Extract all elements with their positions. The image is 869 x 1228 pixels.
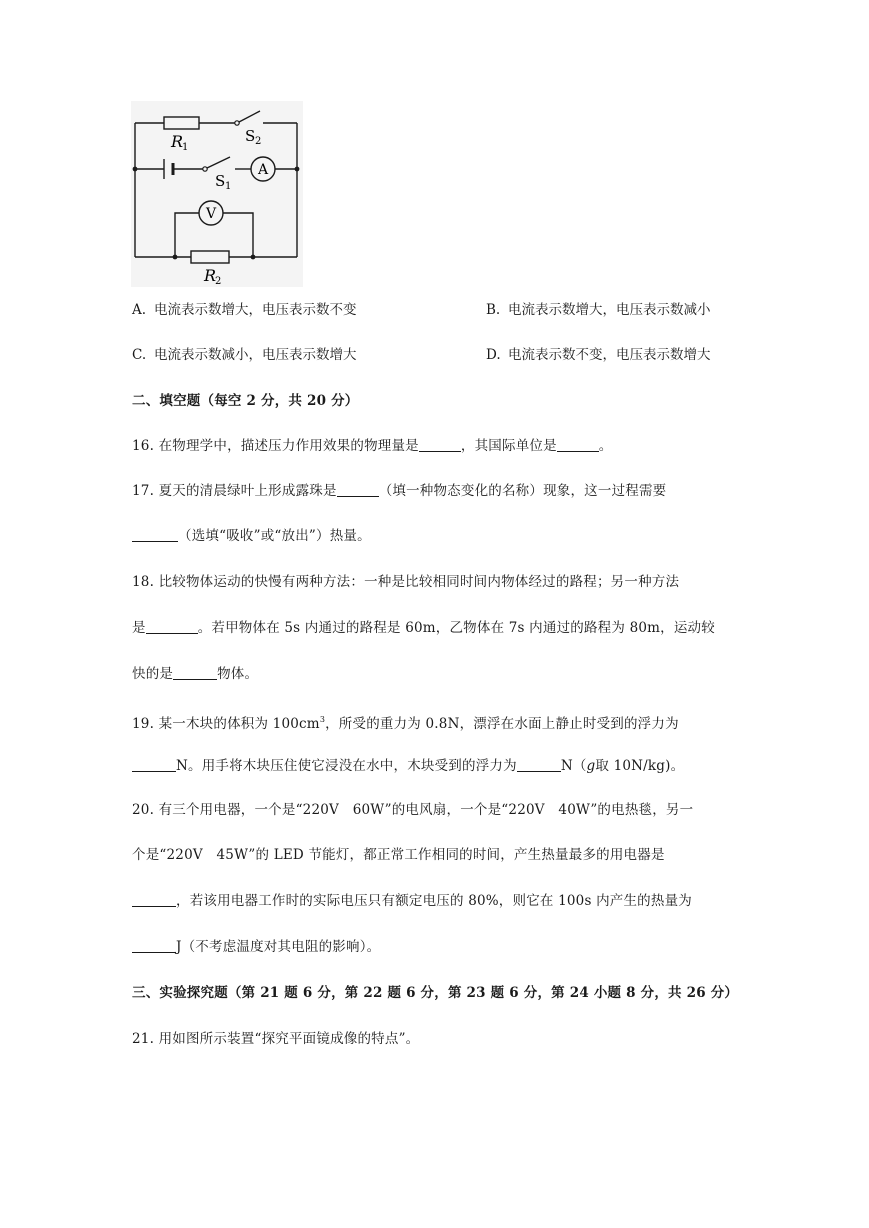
s1-subscript: 1 xyxy=(225,181,232,192)
answer-blank xyxy=(337,482,379,497)
question-number: 21. xyxy=(132,1031,155,1047)
answer-blank xyxy=(173,665,217,680)
superscript: 3 xyxy=(319,715,326,724)
option-text: 电流表示数增大，电压表示数减小 xyxy=(508,302,711,318)
question-text: （选填“吸收”或“放出”）热量。 xyxy=(178,528,371,544)
question-number: 20. xyxy=(132,802,155,818)
question-text: 在物理学中，描述压力作用效果的物理量是 xyxy=(158,438,419,454)
option-d xyxy=(486,345,711,365)
question-text: ，其国际单位是 xyxy=(460,438,557,454)
answer-blank xyxy=(132,757,176,772)
option-c xyxy=(132,345,357,365)
question-text: 快的是 xyxy=(132,666,174,682)
question-text: 某一木块的体积为 100cm xyxy=(158,716,320,732)
option-key: C. xyxy=(132,347,147,363)
question-text: J（不考虑温度对其电阻的影响）。 xyxy=(176,939,381,955)
question-text: ，若该用电器工作时的实际电压只有额定电压的 80%，则它在 100s 内产生的热量为 xyxy=(176,893,692,909)
answer-blank xyxy=(132,527,178,542)
answer-blank xyxy=(517,757,561,772)
s1-label: S xyxy=(215,172,226,190)
question-18-line-2 xyxy=(132,618,715,638)
r2-label: R xyxy=(204,266,217,285)
question-text: 取 10N/kg)。 xyxy=(595,758,685,774)
r1-subscript: 1 xyxy=(182,142,189,153)
option-b xyxy=(486,300,711,320)
voltmeter-label: V xyxy=(205,206,217,222)
question-text: 个是“220V 45W”的 LED 节能灯，都正常工作相同的时间，产生热量最多的用电器是 xyxy=(132,847,665,863)
answer-blank xyxy=(146,619,198,634)
r1-label: R xyxy=(171,132,184,151)
question-20-line-1 xyxy=(132,800,693,820)
option-key: D. xyxy=(486,347,501,363)
question-19-line-2 xyxy=(132,756,684,776)
question-text: 。 xyxy=(598,438,613,454)
question-17-line-1 xyxy=(132,481,666,501)
circuit-diagram xyxy=(131,101,303,287)
question-20-line-4 xyxy=(132,937,380,957)
question-19-line-1 xyxy=(132,710,679,734)
s2-label: S xyxy=(245,127,256,145)
option-text: 电流表示数增大，电压表示数不变 xyxy=(154,302,357,318)
question-16 xyxy=(132,436,613,456)
answer-blank xyxy=(132,892,176,907)
answer-blank xyxy=(132,938,176,953)
question-text: （填一种物态变化的名称）现象，这一过程需要 xyxy=(378,483,667,499)
question-text: 用如图所示装置“探究平面镜成像的特点”。 xyxy=(158,1031,420,1047)
question-text: 比较物体运动的快慢有两种方法：一种是比较相同时间内物体经过的路程；另一种方法 xyxy=(158,574,680,590)
question-17-line-2 xyxy=(132,526,371,546)
section-2-title: 二、填空题（每空 2 分，共 20 分） xyxy=(132,393,359,409)
question-text: N。用手将木块压住使它浸没在水中，木块受到的浮力为 xyxy=(176,758,517,774)
question-text: 物体。 xyxy=(217,666,259,682)
question-18-line-3 xyxy=(132,664,258,684)
option-key: B. xyxy=(486,302,501,318)
section-3-title: 三、实验探究题（第 21 题 6 分，第 22 题 6 分，第 23 题 6 分，第 24 小题 8 分，共 26 分） xyxy=(132,985,739,1001)
question-text: 夏天的清晨绿叶上形成露珠是 xyxy=(158,483,337,499)
r2-subscript: 2 xyxy=(215,276,222,287)
option-text: 电流表示数不变，电压表示数增大 xyxy=(508,347,711,363)
s2-subscript: 2 xyxy=(255,136,262,147)
question-20-line-2 xyxy=(132,845,665,865)
question-number: 19. xyxy=(132,716,155,732)
question-21 xyxy=(132,1029,419,1049)
question-text: N（ xyxy=(560,758,587,774)
answer-blank xyxy=(557,437,599,452)
question-text: ，所受的重力为 0.8N，漂浮在水面上静止时受到的浮力为 xyxy=(325,716,679,732)
italic-variable: g xyxy=(586,758,596,774)
ammeter-label: A xyxy=(257,162,269,178)
answer-blank xyxy=(419,437,461,452)
option-a xyxy=(132,300,357,320)
question-18-line-1 xyxy=(132,572,679,592)
question-text: 有三个用电器，一个是“220V 60W”的电风扇，一个是“220V 40W”的电热毯，另一 xyxy=(158,802,694,818)
question-text: 。若甲物体在 5s 内通过的路程是 60m，乙物体在 7s 内通过的路程为 80m，运动较 xyxy=(197,620,715,636)
option-key: A. xyxy=(132,302,147,318)
question-20-line-3 xyxy=(132,891,692,911)
question-number: 18. xyxy=(132,574,155,590)
question-text: 是 xyxy=(132,620,146,636)
option-text: 电流表示数减小，电压表示数增大 xyxy=(154,347,357,363)
question-number: 16. xyxy=(132,438,155,454)
question-number: 17. xyxy=(132,483,155,499)
